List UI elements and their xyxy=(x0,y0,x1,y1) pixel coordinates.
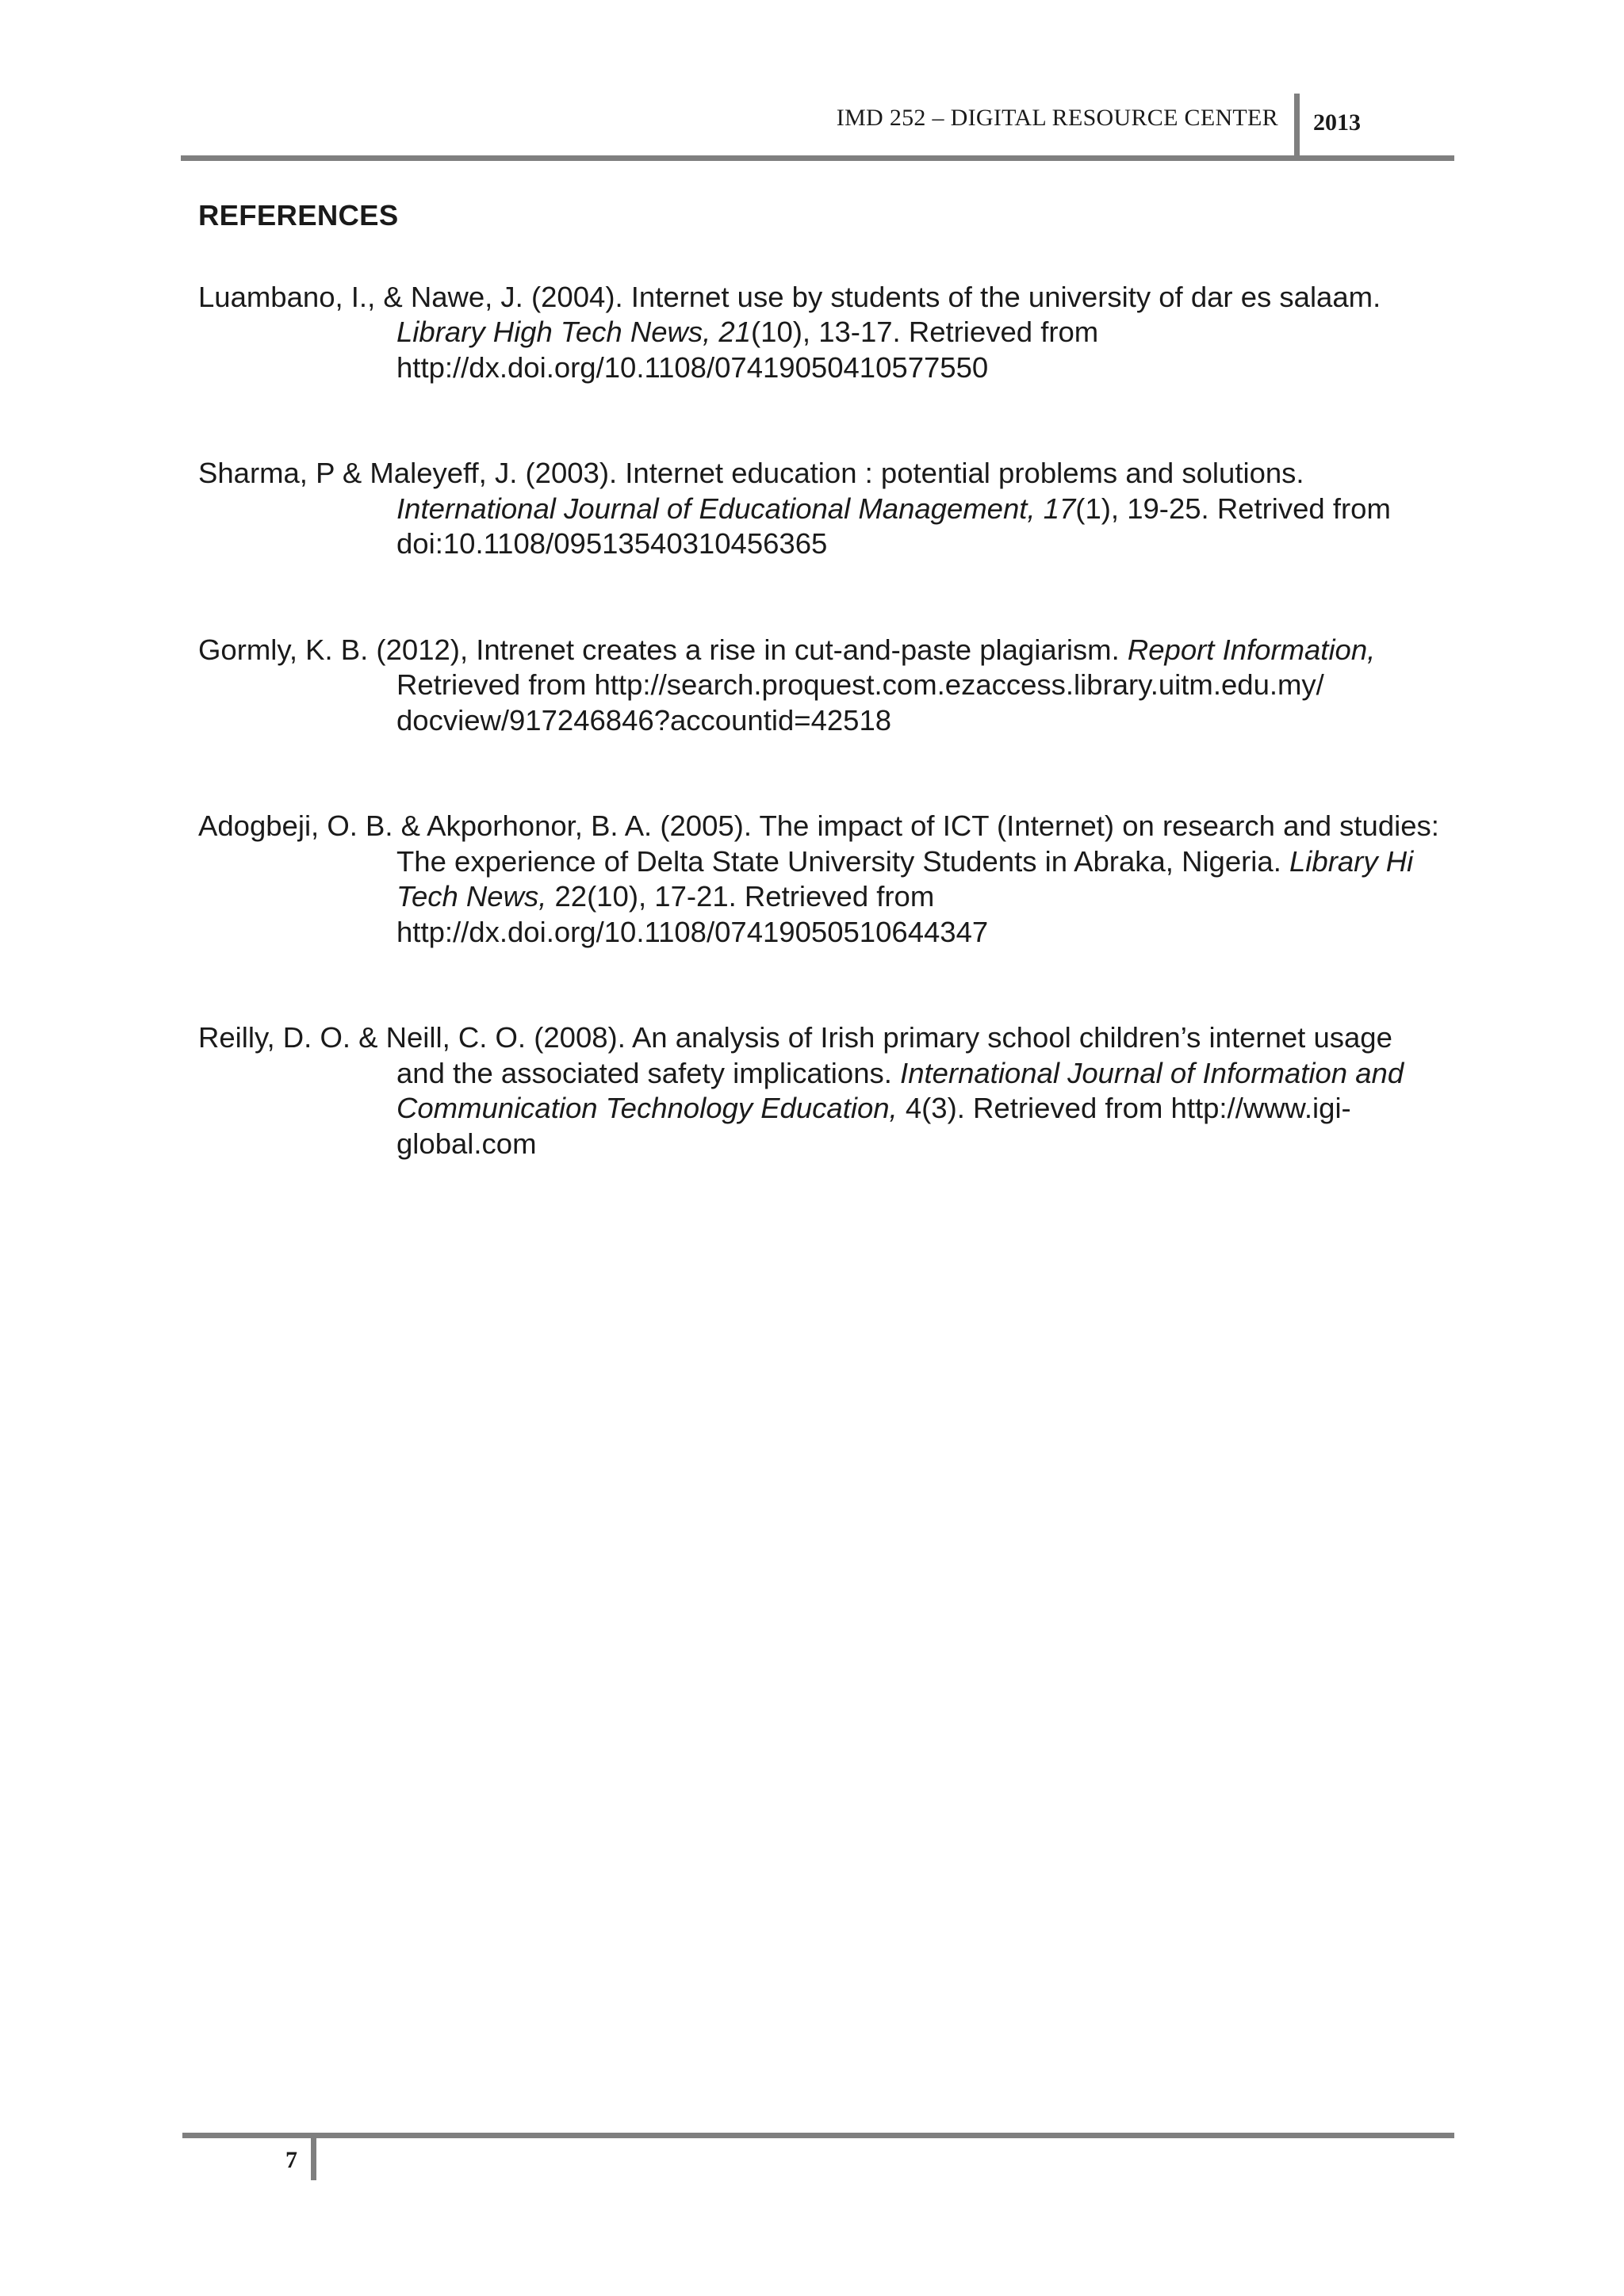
reference-source: Library High Tech News, 21 xyxy=(396,316,752,348)
page-number: 7 xyxy=(285,2147,297,2173)
header-divider xyxy=(1294,94,1300,157)
reference-authors: Gormly, K. B. (2012), Intrenet creates a rise in cut-and-paste plagiarism. xyxy=(198,633,1128,666)
page-header xyxy=(181,94,1454,162)
reference-details: (1), 19-25. Retrived from doi:10.1108/09513540310456365 xyxy=(396,492,1391,560)
header-year: 2013 xyxy=(1313,109,1361,136)
reference-authors: Reilly, D. O. & Neill, C. O. (2008). An analysis of Irish primary school children’s internet usage and the associated safety implications. xyxy=(198,1021,1392,1089)
footer-rule xyxy=(182,2133,1454,2138)
reference-details: 22(10), 17-21. Retrieved from http://dx.doi.org/10.1108/07419050510644347 xyxy=(396,880,989,948)
reference-item xyxy=(198,456,1445,562)
reference-source: Report Information, xyxy=(1127,633,1376,666)
reference-item xyxy=(198,633,1445,739)
references-heading: REFERENCES xyxy=(198,199,399,232)
reference-authors: Adogbeji, O. B. & Akporhonor, B. A. (2005). The impact of ICT (Internet) on research and studies: The experience of Delta State University Students in Abraka, Nigeria. xyxy=(198,809,1439,878)
reference-item xyxy=(198,809,1445,950)
reference-authors: Luambano, I., & Nawe, J. (2004). Internet use by students of the university of dar es salaam. xyxy=(198,280,1381,313)
reference-source: Library Hi Tech News, xyxy=(396,844,1414,913)
references-section xyxy=(198,198,1445,1161)
reference-item xyxy=(198,1020,1445,1161)
reference-source: International Journal of Information and Communication Technology Education, xyxy=(396,1056,1404,1124)
page-footer xyxy=(182,2133,1454,2196)
reference-authors: Sharma, P & Maleyeff, J. (2003). Internet education : potential problems and solutions. xyxy=(198,457,1304,489)
reference-details: (10), 13-17. Retrieved from http://dx.doi.org/10.1108/07419050410577550 xyxy=(396,316,1099,384)
reference-details: Retrieved from http://search.proquest.com.ezaccess.library.uitm.edu.my/ docview/917246846?accountid=42518 xyxy=(396,668,1324,737)
header-course-title: IMD 252 – DIGITAL RESOURCE CENTER xyxy=(836,105,1278,131)
reference-source: International Journal of Educational Management, 17 xyxy=(396,492,1076,525)
reference-details: 4(3). Retrieved from http://www.igi-global.com xyxy=(396,1092,1351,1160)
footer-divider xyxy=(311,2133,316,2180)
header-rule xyxy=(181,155,1454,161)
reference-item xyxy=(198,280,1445,386)
